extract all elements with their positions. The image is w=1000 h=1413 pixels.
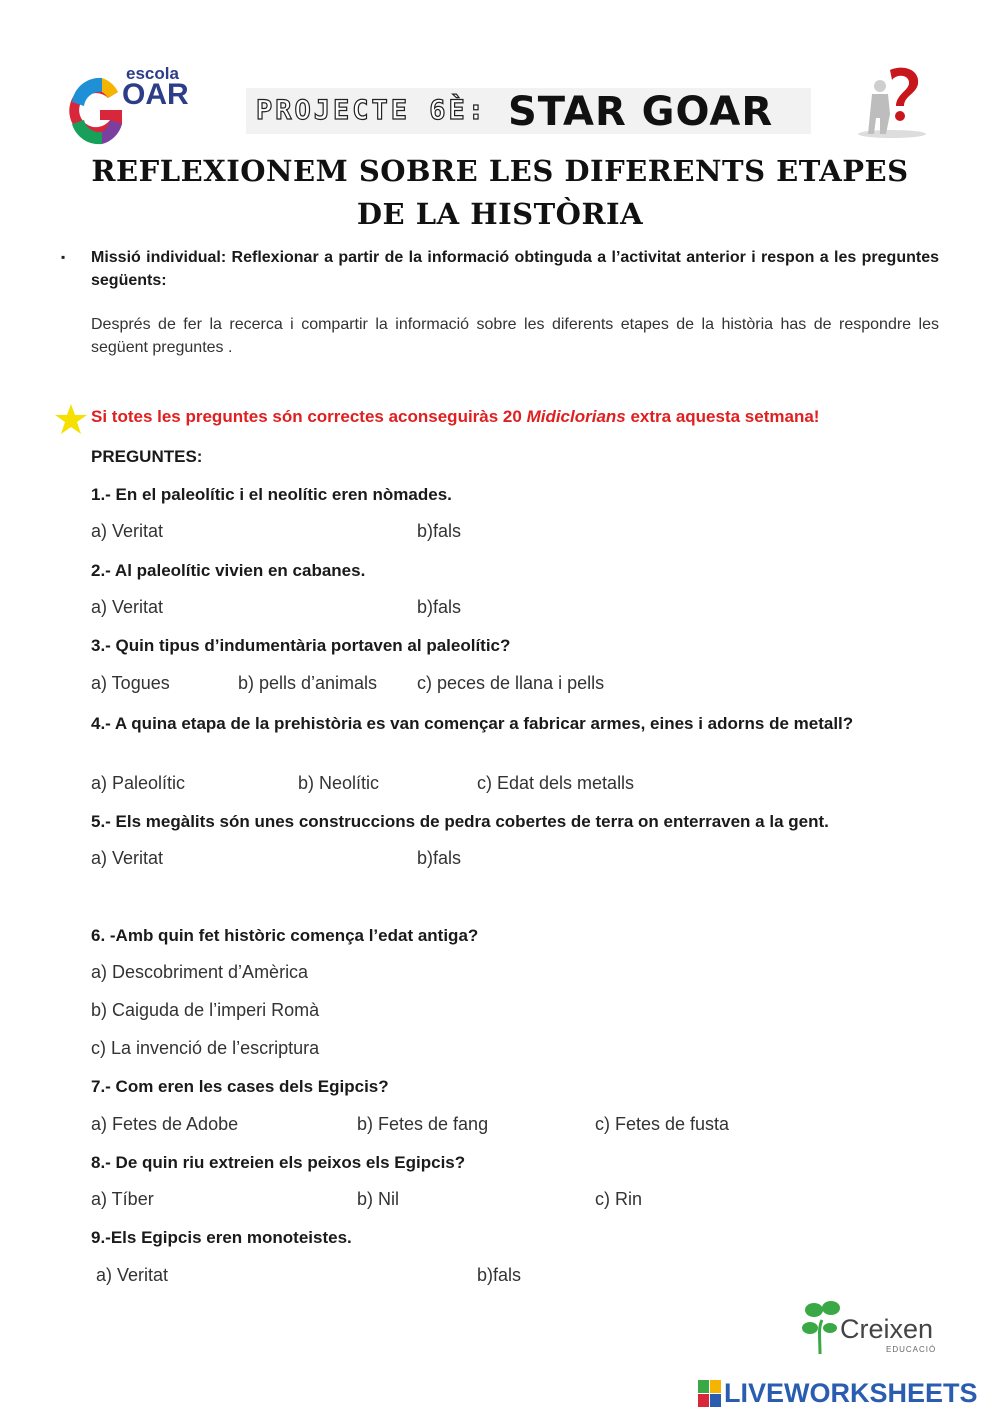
q8-option-b[interactable]: b) Nil bbox=[357, 1189, 400, 1209]
creixen-logo bbox=[800, 1298, 940, 1356]
q2-option-a[interactable]: a) Veritat bbox=[91, 597, 164, 617]
question-9: 9.-Els Egipcis eren monoteistes. bbox=[91, 1228, 352, 1247]
bonus-text-italic: Midiclorians bbox=[526, 407, 626, 426]
q7-option-b[interactable]: b) Fetes de fang bbox=[357, 1114, 489, 1134]
question-8: 8.- De quin riu extreien els peixos els Egipcis? bbox=[91, 1153, 466, 1172]
q6-option-a[interactable]: a) Descobriment d’Amèrica bbox=[91, 962, 309, 982]
logo-escola-text: escola bbox=[126, 64, 179, 83]
q3-option-c[interactable]: c) peces de llana i pells bbox=[417, 673, 605, 693]
q6-option-b[interactable]: b) Caiguda de l’imperi Romà bbox=[91, 1000, 320, 1020]
question-2: 2.- Al paleolític vivien en cabanes. bbox=[91, 561, 366, 580]
q7-option-a[interactable]: a) Fetes de Adobe bbox=[91, 1114, 239, 1134]
bonus-text-after: extra aquesta setmana! bbox=[625, 407, 820, 426]
question-5: 5.- Els megàlits són unes construccions de pedra cobertes de terra on enterraven a la gent. bbox=[91, 812, 829, 831]
title-line-1: REFLEXIONEM SOBRE LES DIFERENTS ETAPES bbox=[91, 154, 909, 188]
creixen-name: Creixen bbox=[840, 1314, 934, 1344]
question-3: 3.- Quin tipus d’indumentària portaven al paleolític? bbox=[91, 636, 511, 655]
q8-option-a[interactable]: a) Tíber bbox=[91, 1189, 154, 1209]
q6-option-c[interactable]: c) La invenció de l’escriptura bbox=[91, 1038, 320, 1058]
star-icon bbox=[54, 403, 88, 437]
q3-option-b[interactable]: b) pells d’animals bbox=[238, 673, 378, 693]
logo-oar-text: OAR bbox=[122, 78, 189, 111]
q4-option-a[interactable]: a) Paleolític bbox=[91, 773, 186, 793]
q5-option-a[interactable]: a) Veritat bbox=[91, 848, 164, 868]
liveworksheets-watermark bbox=[698, 1377, 998, 1409]
question-mark-figure-icon bbox=[852, 64, 934, 138]
question-4: 4.- A quina etapa de la prehistòria es van començar a fabricar armes, eines i adorns de metall? bbox=[91, 714, 854, 733]
questions-heading: PREGUNTES: bbox=[91, 447, 203, 466]
q8-option-c[interactable]: c) Rin bbox=[595, 1189, 643, 1209]
bullet-icon: ▪ bbox=[61, 250, 66, 264]
project-banner bbox=[246, 88, 811, 134]
bonus-notice bbox=[91, 407, 819, 427]
liveworksheets-text: LIVEWORKSHEETS bbox=[724, 1378, 978, 1408]
question-6: 6. -Amb quin fet històric comença l’edat antiga? bbox=[91, 926, 479, 945]
q9-option-a[interactable]: a) Veritat bbox=[96, 1265, 169, 1285]
sprout-icon bbox=[800, 1298, 842, 1354]
banner-project-label: PROJECTE 6È: bbox=[256, 95, 488, 126]
creixen-sub: EDUCACIÓ bbox=[886, 1345, 937, 1354]
q2-option-b[interactable]: b)fals bbox=[417, 597, 462, 617]
q3-option-a[interactable]: a) Togues bbox=[91, 673, 170, 693]
page-title bbox=[60, 150, 940, 236]
q1-option-b[interactable]: b)fals bbox=[417, 521, 462, 541]
q1-option-a[interactable]: a) Veritat bbox=[91, 521, 164, 541]
q7-option-c[interactable]: c) Fetes de fusta bbox=[595, 1114, 730, 1134]
q9-option-b[interactable]: b)fals bbox=[477, 1265, 522, 1285]
question-1: 1.- En el paleolític i el neolític eren nòmades. bbox=[91, 485, 452, 504]
intro-text: Després de fer la recerca i compartir la informació sobre les diferents etapes de la història has de respondre les següent preguntes . bbox=[91, 316, 939, 356]
mission-text: Missió individual: Reflexionar a partir de la informació obtinguda a l’activitat anterior i respon a les preguntes següents: bbox=[91, 249, 939, 289]
q4-option-b[interactable]: b) Neolític bbox=[298, 773, 380, 793]
liveworksheets-icon bbox=[698, 1380, 722, 1408]
q4-option-c[interactable]: c) Edat dels metalls bbox=[477, 773, 635, 793]
banner-star-goar: STAR GOAR bbox=[508, 89, 774, 135]
question-7: 7.- Com eren les cases dels Egipcis? bbox=[91, 1077, 389, 1096]
title-line-2: DE LA HISTÒRIA bbox=[356, 197, 644, 231]
q5-option-b[interactable]: b)fals bbox=[417, 848, 462, 868]
bonus-text-before: Si totes les preguntes són correctes aconseguiràs 20 bbox=[91, 407, 527, 426]
escola-goar-logo bbox=[62, 62, 202, 152]
